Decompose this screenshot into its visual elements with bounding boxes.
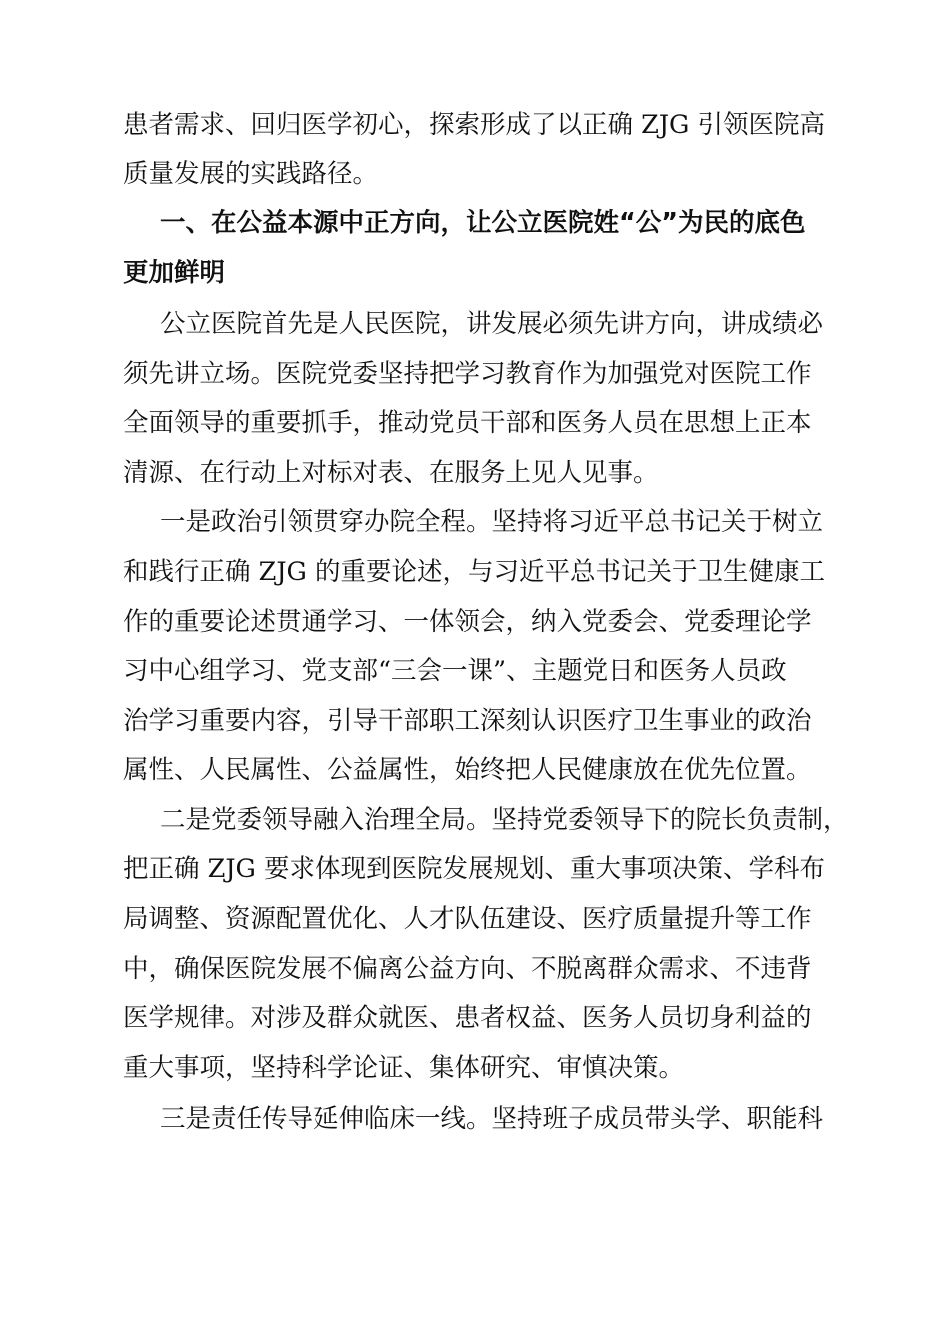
body-text-line: 中，确保医院发展不偏离公益方向、不脱离群众需求、不违背	[123, 954, 812, 984]
body-text-line: 清源、在行动上对标对表、在服务上见人见事。	[123, 458, 659, 488]
body-text-line: 全面领导的重要抓手，推动党员干部和医务人员在思想上正本	[123, 408, 812, 438]
body-text-line: 习中心组学习、党支部“三会一课”、主题党日和医务人员政	[123, 656, 787, 686]
section-heading: 一、在公益本源中正方向，让公立医院姓“公”为民的底色	[160, 208, 806, 238]
body-text-line: 二是党委领导融入治理全局。坚持党委领导下的院长负责制，	[160, 805, 849, 835]
body-text-line: 治学习重要内容，引导干部职工深刻认识医疗卫生事业的政治	[123, 706, 812, 736]
body-text-line: 一是政治引领贯穿办院全程。坚持将习近平总书记关于树立	[160, 507, 824, 537]
body-text-line: 三是责任传导延伸临床一线。坚持班子成员带头学、职能科	[160, 1104, 824, 1134]
body-text-line: 医学规律。对涉及群众就医、患者权益、医务人员切身利益的	[123, 1003, 812, 1033]
body-text-line: 公立医院首先是人民医院，讲发展必须先讲方向，讲成绩必	[160, 309, 824, 339]
section-heading: 更加鲜明	[123, 258, 226, 288]
body-text-line: 患者需求、回归医学初心，探索形成了以正确 ZJG 引领医院高	[123, 110, 826, 140]
body-text-line: 属性、人民属性、公益属性，始终把人民健康放在优先位置。	[123, 755, 812, 785]
body-text-line: 局调整、资源配置优化、人才队伍建设、医疗质量提升等工作	[123, 904, 812, 934]
body-text-line: 作的重要论述贯通学习、一体领会，纳入党委会、党委理论学	[123, 607, 812, 637]
body-text-line: 须先讲立场。医院党委坚持把学习教育作为加强党对医院工作	[123, 359, 812, 389]
body-text-line: 质量发展的实践路径。	[123, 159, 379, 189]
body-text-line: 重大事项，坚持科学论证、集体研究、审慎决策。	[123, 1053, 685, 1083]
body-text-line: 和践行正确 ZJG 的重要论述，与习近平总书记关于卫生健康工	[123, 557, 826, 587]
body-text-line: 把正确 ZJG 要求体现到医院发展规划、重大事项决策、学科布	[123, 854, 826, 884]
